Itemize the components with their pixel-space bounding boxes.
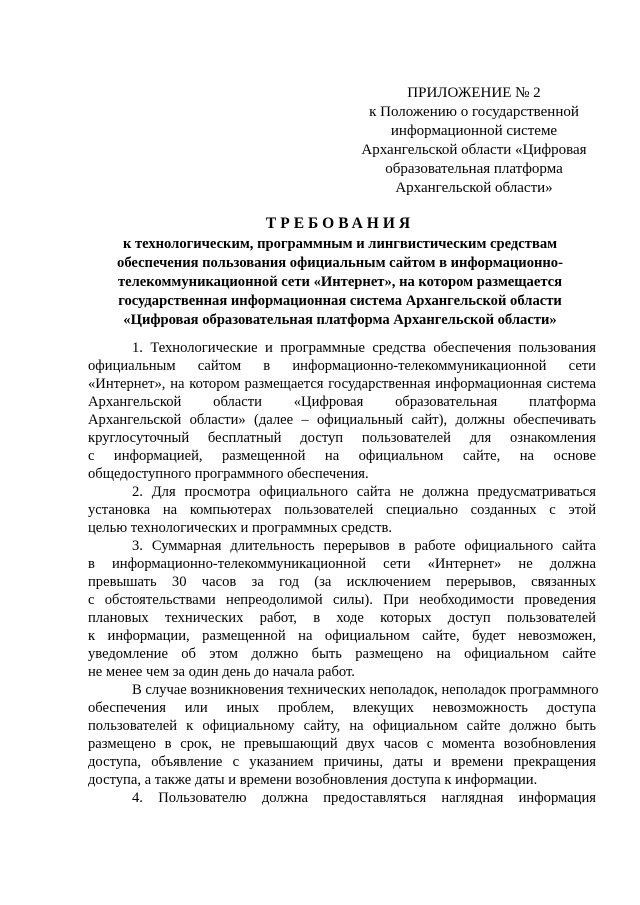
body-line: целью технологических и программных средств. [88,520,393,536]
body-line: 3. Суммарная длительность перерывов в работе официального сайта [132,538,596,554]
document-subtitle-line: государственная информационная система Архангельской области [118,293,562,309]
appendix-line: образовательная платформа [385,161,563,177]
body-line: «Интернет», на котором размещается государственная информационная система [88,376,596,392]
body-line: размещено в срок, не превышающий двух часов с момента возобновления [88,736,596,752]
document-heading [90,214,590,330]
appendix-line: Архангельской области «Цифровая [361,142,587,158]
body-line: уведомление об этом должно быть размещено на официальном сайте [88,646,596,662]
appendix-block [340,84,608,198]
document-title: ТРЕБОВАНИЯ [265,215,415,232]
document-subtitle-line: к технологическим, программным и лингвистическим средствам [122,236,558,252]
appendix-line: к Положению о государственной [369,104,579,120]
body-line: обеспечения или иных проблем, влекущих невозможность доступа [88,700,596,716]
body-line: доступа, а также даты и времени возобновления доступа к информации. [88,772,538,788]
body-line: В случае возникновения технических неполадок, неполадок программного [132,682,599,698]
body-line: с обстоятельствами непреодолимой силы). При необходимости проведения [88,592,596,608]
body-line: Архангельской области «Цифровая образовательная платформа [88,394,596,410]
body-line: пользователей к официальному сайту, на официальном сайте должно быть [88,718,596,734]
document-subtitle-line: телекоммуникационной сети «Интернет», на котором размещается [117,274,563,290]
appendix-line: Архангельской области» [395,180,553,196]
body-line: не менее чем за один день до начала работ. [88,664,355,680]
body-line: общедоступного программного обеспечения. [88,466,369,482]
body-line: плановых технических работ, в ходе которых доступ пользователей [88,610,596,626]
document-subtitle-line: «Цифровая образовательная платформа Архангельской области» [123,312,557,328]
body-line: официальным сайтом в информационно-телекоммуникационной сети [88,358,596,374]
body-line: к информации, размещенной на официальном сайте, будет невозможен, [88,628,596,644]
appendix-title: ПРИЛОЖЕНИЕ № 2 [407,85,541,101]
body-line: с информацией, размещенной на официальном сайте, на основе [88,448,596,464]
body-line: в информационно-телекоммуникационной сети «Интернет» не должна [88,556,596,572]
body-line: установка на компьютерах пользователей специально созданных с этой [88,502,596,518]
appendix-line: информационной системе [390,123,558,139]
body-line: 1. Технологические и программные средства обеспечения пользования [132,340,596,356]
body-line: доступа, объявление с указанием причины, даты и времени прекращения [88,754,596,770]
body-line: превышать 30 часов за год (за исключением перерывов, связанных [88,574,596,590]
body-line: 4. Пользователю должна предоставляться наглядная информация [132,790,596,806]
body-line: 2. Для просмотра официального сайта не должна предусматриваться [132,484,596,500]
body-line: Архангельской области» (далее – официальный сайт), должны обеспечивать [88,412,596,428]
body-line: круглосуточный бесплатный доступ пользователей для ознакомления [88,430,596,446]
document-subtitle-line: обеспечения пользования официальным сайтом в информационно- [117,255,563,271]
document-body [88,339,599,807]
